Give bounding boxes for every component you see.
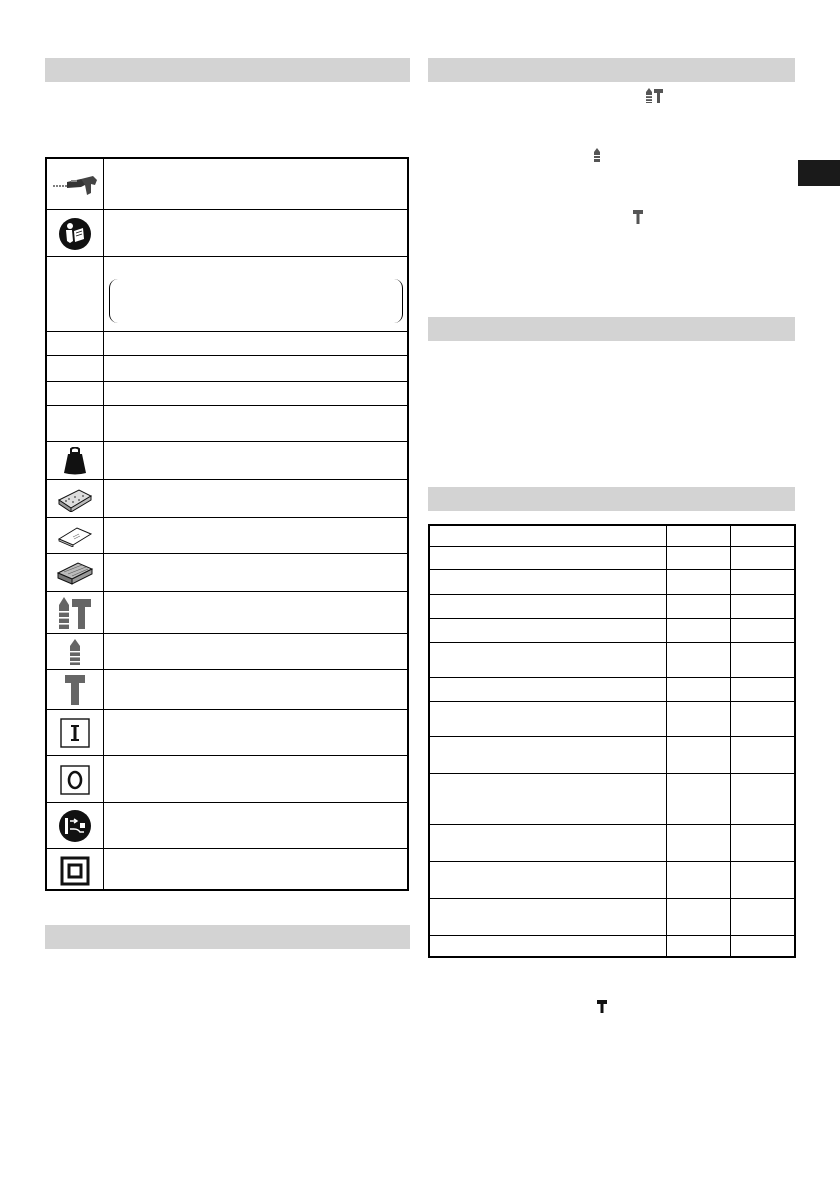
section-bar-left-1 <box>45 58 410 82</box>
switch-off-icon <box>60 765 90 795</box>
symbols-row <box>47 209 407 257</box>
symbols-row <box>47 517 407 554</box>
spec-row <box>430 935 794 957</box>
concrete-block-icon <box>57 486 93 512</box>
class-ii-double-insulation-icon <box>60 856 90 886</box>
drill-bit-icon <box>70 639 80 665</box>
spec-row <box>430 773 794 825</box>
section-bar-right-1 <box>428 58 795 82</box>
hammer-icon <box>65 675 85 705</box>
steel-plate-icon <box>57 525 93 547</box>
symbols-row <box>47 479 407 518</box>
spec-row <box>430 526 794 546</box>
spec-row <box>430 569 794 595</box>
section-bar-left-2 <box>45 925 410 949</box>
symbols-row <box>47 405 407 442</box>
hammer-icon <box>633 210 643 224</box>
drill-bit-icon <box>594 148 600 162</box>
section-bar-right-2 <box>428 317 795 341</box>
symbols-row <box>47 159 407 209</box>
switch-on-icon <box>60 718 90 748</box>
symbols-row <box>47 669 407 710</box>
symbols-row <box>47 755 407 803</box>
spec-row <box>430 677 794 702</box>
symbols-row <box>47 802 407 849</box>
symbols-row <box>47 709 407 756</box>
weight-icon <box>63 447 87 475</box>
symbols-row <box>47 591 407 634</box>
language-tab <box>798 160 840 186</box>
spec-row <box>430 546 794 570</box>
rotary-hammer-icon <box>51 171 99 197</box>
symbols-row <box>47 633 407 670</box>
specifications-table <box>428 524 796 958</box>
spec-row <box>430 594 794 619</box>
spec-row <box>430 701 794 737</box>
spec-row <box>430 824 794 862</box>
disconnect-plug-icon <box>58 809 92 843</box>
symbols-row <box>47 441 407 480</box>
spec-row <box>430 861 794 899</box>
bracket-left <box>109 279 118 323</box>
symbols-row <box>47 553 407 592</box>
spec-row <box>430 642 794 678</box>
symbols-row <box>47 331 407 356</box>
hammer-icon <box>597 1000 607 1013</box>
symbols-row <box>47 848 407 892</box>
spec-row <box>430 898 794 936</box>
spec-row <box>430 618 794 643</box>
read-manual-icon <box>58 217 92 251</box>
bracket-right <box>394 279 403 323</box>
symbols-row <box>47 256 407 332</box>
symbols-row <box>47 381 407 406</box>
wood-board-icon <box>56 560 94 586</box>
drill-hammer-mode-icon <box>57 595 93 631</box>
section-bar-right-3 <box>428 487 795 511</box>
spec-row <box>430 736 794 774</box>
symbols-row <box>47 355 407 382</box>
drill-hammer-mode-icon <box>645 87 663 104</box>
symbols-table <box>45 157 409 891</box>
